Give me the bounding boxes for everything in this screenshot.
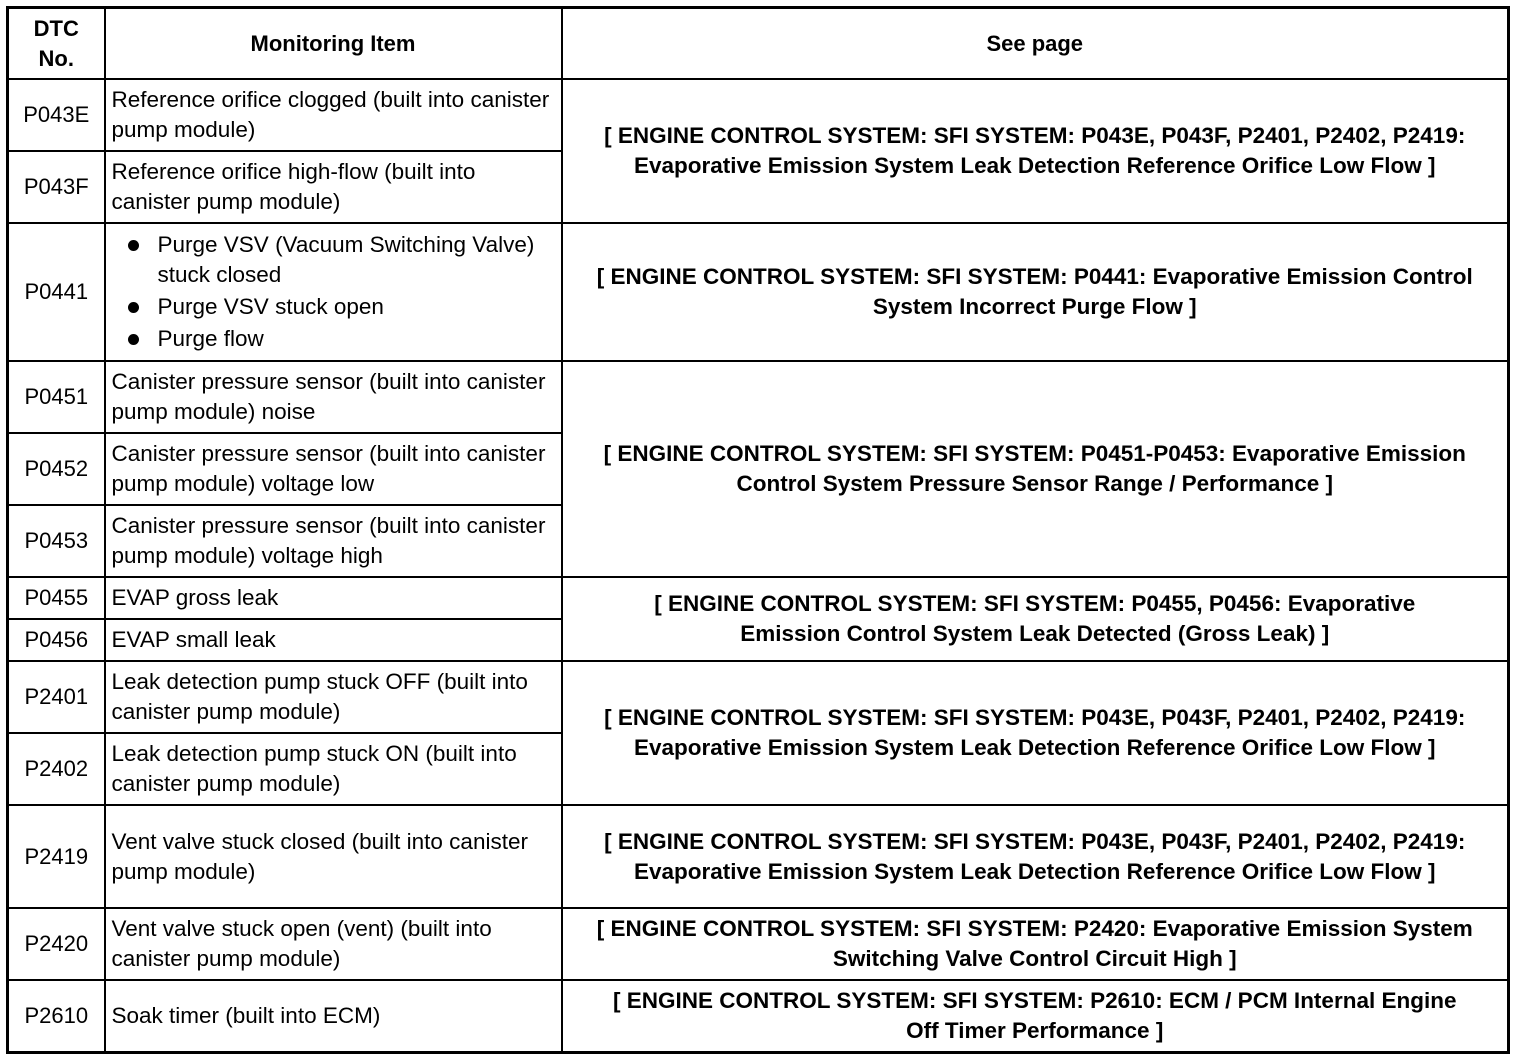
dtc-code: P0453: [8, 505, 105, 577]
dtc-code: P043F: [8, 151, 105, 223]
dtc-code: P0441: [8, 223, 105, 361]
bullet-item: Purge VSV stuck open: [158, 292, 561, 322]
table-row: [8, 361, 1509, 433]
table-row: [8, 805, 1509, 908]
see-page-link[interactable]: [ ENGINE CONTROL SYSTEM: SFI SYSTEM: P043E, P043F, P2401, P2402, P2419: Evaporative Emission System Leak Detection Reference Orifice Low Flow ]: [562, 79, 1509, 223]
dtc-code: P0452: [8, 433, 105, 505]
monitoring-item: EVAP gross leak: [105, 577, 562, 619]
see-page-link[interactable]: [ ENGINE CONTROL SYSTEM: SFI SYSTEM: P0451-P0453: Evaporative Emission Control System Pressure Sensor Range / Performance ]: [562, 361, 1509, 577]
dtc-code: P2401: [8, 661, 105, 733]
monitoring-item: Leak detection pump stuck ON (built into canister pump module): [105, 733, 562, 805]
dtc-code: P2402: [8, 733, 105, 805]
dtc-code: P0451: [8, 361, 105, 433]
monitoring-item: Canister pressure sensor (built into canister pump module) voltage low: [105, 433, 562, 505]
dtc-code: P2419: [8, 805, 105, 908]
monitoring-item: Vent valve stuck open (vent) (built into canister pump module): [105, 908, 562, 980]
monitoring-item: Canister pressure sensor (built into canister pump module) voltage high: [105, 505, 562, 577]
monitoring-item: EVAP small leak: [105, 619, 562, 661]
table-row: [8, 980, 1509, 1052]
dtc-table: [6, 6, 1510, 1054]
see-page-link[interactable]: [ ENGINE CONTROL SYSTEM: SFI SYSTEM: P0441: Evaporative Emission Control System Incorrect Purge Flow ]: [562, 223, 1509, 361]
bullet-item: Purge flow: [158, 324, 561, 354]
dtc-code: P0455: [8, 577, 105, 619]
see-page-link[interactable]: [ ENGINE CONTROL SYSTEM: SFI SYSTEM: P043E, P043F, P2401, P2402, P2419: Evaporative Emission System Leak Detection Reference Orifice Low Flow ]: [562, 805, 1509, 908]
bullet-list: [106, 230, 561, 354]
header-row: [8, 8, 1509, 80]
monitoring-item: Reference orifice clogged (built into canister pump module): [105, 79, 562, 151]
monitoring-item: Soak timer (built into ECM): [105, 980, 562, 1052]
dtc-code: P2610: [8, 980, 105, 1052]
monitoring-item: Vent valve stuck closed (built into canister pump module): [105, 805, 562, 908]
see-page-link[interactable]: [ ENGINE CONTROL SYSTEM: SFI SYSTEM: P2610: ECM / PCM Internal Engine Off Timer Performance ]: [562, 980, 1509, 1052]
header-see-page: See page: [562, 8, 1509, 80]
table-row: [8, 577, 1509, 619]
dtc-code: P2420: [8, 908, 105, 980]
see-page-link[interactable]: [ ENGINE CONTROL SYSTEM: SFI SYSTEM: P2420: Evaporative Emission System Switching Valve Control Circuit High ]: [562, 908, 1509, 980]
see-page-link[interactable]: [ ENGINE CONTROL SYSTEM: SFI SYSTEM: P0455, P0456: Evaporative Emission Control System Leak Detected (Gross Leak) ]: [562, 577, 1509, 661]
header-monitoring-item: Monitoring Item: [105, 8, 562, 80]
monitoring-item: Leak detection pump stuck OFF (built into canister pump module): [105, 661, 562, 733]
table-row: [8, 661, 1509, 733]
monitoring-item: Canister pressure sensor (built into canister pump module) noise: [105, 361, 562, 433]
see-page-link[interactable]: [ ENGINE CONTROL SYSTEM: SFI SYSTEM: P043E, P043F, P2401, P2402, P2419: Evaporative Emission System Leak Detection Reference Orifice Low Flow ]: [562, 661, 1509, 805]
table-row: [8, 223, 1509, 361]
table-row: [8, 908, 1509, 980]
header-dtc-no: DTC No.: [8, 8, 105, 80]
dtc-code: P043E: [8, 79, 105, 151]
dtc-code: P0456: [8, 619, 105, 661]
table-row: [8, 79, 1509, 151]
monitoring-item: Reference orifice high-flow (built into canister pump module): [105, 151, 562, 223]
bullet-item: Purge VSV (Vacuum Switching Valve) stuck closed: [158, 230, 561, 290]
monitoring-item: [105, 223, 562, 361]
